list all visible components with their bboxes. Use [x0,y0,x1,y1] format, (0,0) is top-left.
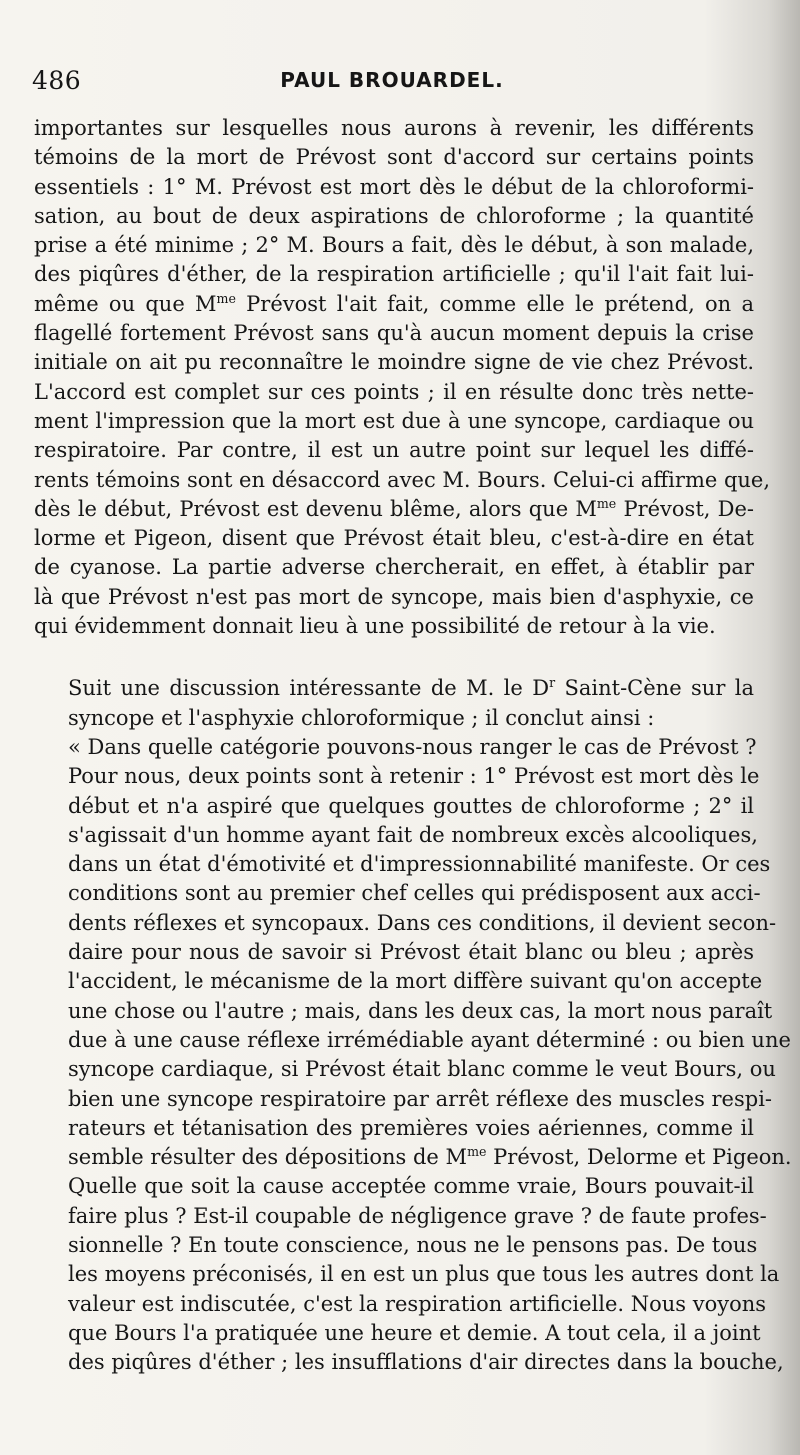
text-line: rateurs et tétanisation des premières voies aériennes, comme il [68,1115,754,1140]
text-line: « Dans quelle catégorie pouvons-nous ranger le cas de Prévost ? [68,734,757,759]
text-line: même ou que $M^{me}$ Prévost l'ait fait, comme elle le prétend, on a [34,290,754,316]
text-line: prise a été minime ; 2° M. Bours a fait, dès le début, à son malade, [34,233,754,258]
text-line: semble résulter des dépositions de $M^{me}$ Prévost, Delorme et Pigeon. [68,1144,792,1170]
text-line: due à une cause réflexe irrémédiable ayant déterminé : ou bien une [68,1027,791,1052]
text-line: essentiels : 1° M. Prévost est mort dès le début de la chloroformi- [34,174,754,199]
text-line: dès le début, Prévost est devenu blême, alors que $M^{me}$ Prévost, De- [34,495,754,521]
text-line: conditions sont au premier chef celles qui prédisposent aux acci- [68,881,761,906]
page-number: 486 [32,66,82,95]
text-line: sionnelle ? En toute conscience, nous ne le pensons pas. De tous [68,1232,758,1257]
paragraph-continuation [34,114,771,641]
text-line: syncope cardiaque, si Prévost était blanc comme le veut Bours, ou [68,1057,776,1082]
text-line: respiratoire. Par contre, il est un autre point sur lequel les diffé- [34,438,754,463]
running-head: PAUL BROUARDEL. [280,68,504,92]
text-line: sation, au bout de deux aspirations de chloroforme ; la quantité [34,203,754,228]
page-header [32,66,752,106]
text-line: l'accident, le mécanisme de la mort diffère suivant qu'on accepte [68,969,763,994]
text-line: lorme et Pigeon, disent que Prévost était bleu, c'est-à-dire en état [34,526,754,551]
page-body [34,114,792,1377]
text-line: début et n'a aspiré que quelques gouttes de chloroforme ; 2° il [68,793,754,818]
text-line: rents témoins sont en désaccord avec M. Bours. Celui-ci affirme que, [34,467,771,492]
text-line: là que Prévost n'est pas mort de syncope, mais bien d'asphyxie, ce [34,584,754,609]
text-line: syncope et l'asphyxie chloroformique ; il conclut ainsi : [68,705,655,730]
text-line: importantes sur lesquelles nous aurons à revenir, les différents [34,116,754,140]
text-line: valeur est indiscutée, c'est la respiration artificielle. Nous voyons [68,1291,767,1316]
text-line: initiale on ait pu reconnaître le moindre signe de vie chez Prévost. [34,350,754,375]
text-line: que Bours l'a pratiquée une heure et demie. A tout cela, il a joint [68,1320,761,1345]
text-line: témoins de la mort de Prévost sont d'accord sur certains points [34,145,754,170]
text-line: dents réflexes et syncopaux. Dans ces conditions, il devient secon- [68,910,777,935]
text-line: Suit une discussion intéressante de M. le $D^r$ Saint-Cène sur la [68,675,754,701]
text-line: de cyanose. La partie adverse chercherait, en effet, à établir par [34,555,754,580]
text-line: daire pour nous de savoir si Prévost était blanc ou bleu ; après [68,940,754,965]
text-line: Quelle que soit la cause acceptée comme vraie, Bours pouvait-il [68,1174,754,1199]
paragraph-quotation [34,733,792,1378]
text-line: flagellé fortement Prévost sans qu'à aucun moment depuis la crise [34,321,754,346]
paragraph-discussion [34,674,754,733]
text-line: Pour nous, deux points sont à retenir : 1° Prévost est mort dès le [68,764,760,789]
text-line: s'agissait d'un homme ayant fait de nombreux excès alcooliques, [68,822,758,847]
text-line: faire plus ? Est-il coupable de négligence grave ? de faute profes- [68,1203,767,1228]
text-line: ment l'impression que la mort est due à une syncope, cardiaque ou [34,408,754,433]
text-line: qui évidemment donnait lieu à une possibilité de retour à la vie. [34,614,716,639]
text-line: les moyens préconisés, il en est un plus que tous les autres dont la [68,1262,780,1287]
text-line: bien une syncope respiratoire par arrêt réflexe des muscles respi- [68,1086,773,1111]
text-line: L'accord est complet sur ces points ; il en résulte donc très nette- [34,379,754,404]
text-line: des piqûres d'éther, de la respiration artificielle ; qu'il l'ait fait lui- [34,262,754,287]
text-line: une chose ou l'autre ; mais, dans les deux cas, la mort nous paraît [68,998,773,1023]
text-line: des piqûres d'éther ; les insufflations d'air directes dans la bouche, [68,1350,784,1375]
text-line: dans un état d'émotivité et d'impressionnabilité manifeste. Or ces [68,852,771,877]
